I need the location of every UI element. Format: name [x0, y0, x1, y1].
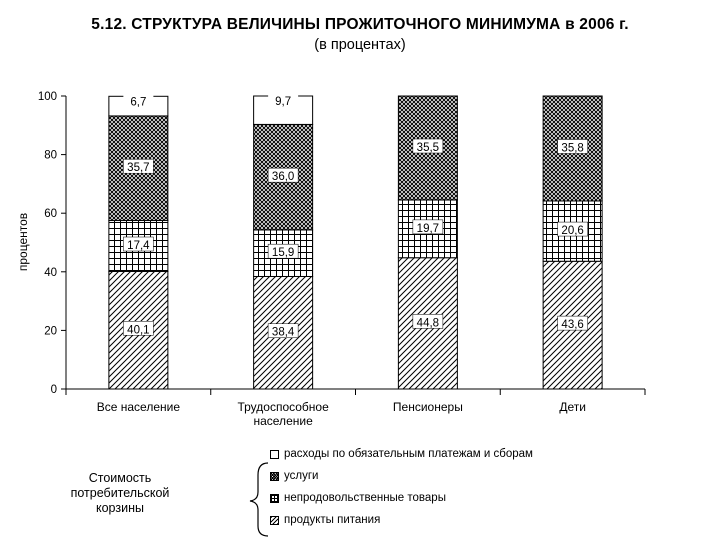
value-label: 9,7 — [275, 96, 292, 108]
category-label: Пенсионеры — [392, 400, 463, 414]
value-label: 20,6 — [561, 225, 584, 238]
value-label: 17,4 — [127, 240, 150, 253]
value-label: 35,5 — [416, 142, 440, 155]
legend-label: услуги — [284, 470, 319, 482]
category-label: Все население — [96, 400, 181, 414]
y-tick-label: 60 — [44, 208, 57, 221]
legend-label: расходы по обязательным платежам и сборам — [284, 448, 533, 460]
y-tick-label: 40 — [44, 266, 57, 279]
category-label: Дети — [559, 400, 586, 414]
value-label: 36,0 — [271, 171, 295, 184]
category-label: Трудоспособное — [237, 400, 329, 414]
value-label: 35,7 — [127, 162, 150, 175]
value-label: 35,8 — [561, 142, 584, 155]
chart-title: 5.12. СТРУКТУРА ВЕЛИЧИНЫ ПРОЖИТОЧНОГО МИНИМУМА в 2006 г. — [91, 16, 629, 33]
value-label: 44,8 — [416, 317, 440, 330]
legend-label: продукты питания — [284, 514, 381, 526]
y-axis-label: процентов — [16, 212, 30, 272]
y-tick-label: 0 — [50, 384, 57, 396]
chart-subtitle: (в процентах) — [314, 37, 406, 53]
y-tick-label: 20 — [44, 325, 57, 338]
value-label: 19,7 — [416, 222, 440, 235]
legend-label: непродовольственные товары — [284, 492, 446, 504]
value-label: 15,9 — [271, 247, 295, 260]
basket-label: Стоимость потребительской корзины — [70, 471, 170, 515]
value-label: 43,6 — [561, 319, 584, 332]
value-label: 6,7 — [130, 96, 147, 109]
value-label: 40,1 — [127, 324, 150, 337]
y-tick-label: 100 — [37, 91, 57, 103]
value-label: 38,4 — [271, 326, 295, 339]
category-label: население — [253, 414, 313, 428]
y-tick-label: 80 — [44, 149, 57, 162]
